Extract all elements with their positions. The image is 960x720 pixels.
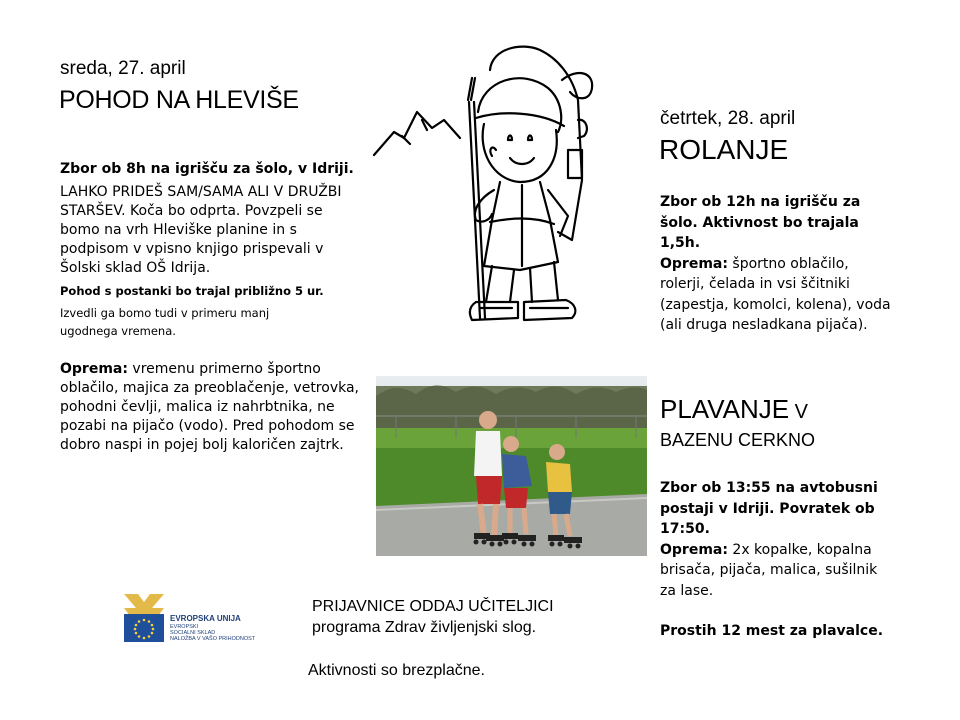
hike-equipment: [60, 360, 365, 455]
hike-duration: Pohod s postanki bo trajal približno 5 ur.: [60, 284, 324, 298]
eu-logo-line4: NALOŽBA V VAŠO PRIHODNOST: [170, 636, 256, 642]
swim-title-big: PLAVANJE: [660, 394, 790, 424]
rolling-title: ROLANJE: [659, 134, 789, 165]
hike-title: POHOD NA HLEVIŠE: [59, 86, 299, 114]
signup-note: [312, 596, 554, 638]
hike-weather: Izvedli ga bomo tudi v primeru manj ugodnega vremena.: [60, 306, 270, 338]
rolling-details: [660, 192, 895, 336]
signup-line2: programa Zdrav življenjski slog.: [312, 619, 537, 636]
rolling-equipment-label: Oprema:: [660, 255, 728, 272]
swim-equipment: [660, 540, 895, 602]
eu-logo-line3: SOCIALNI SKLAD: [170, 630, 216, 636]
signup-line1: PRIJAVNICE ODDAJ UČITELJICI: [312, 598, 554, 615]
eu-logo-mark-icon: [122, 592, 166, 644]
hike-details: [60, 160, 365, 455]
eu-logo-line1: EVROPSKA UNIJA: [170, 614, 241, 623]
eu-logo-line2: EVROPSKI: [170, 624, 199, 630]
hike-meeting: Zbor ob 8h na igrišču za šolo, v Idriji.: [60, 161, 354, 177]
hike-info: LAHKO PRIDEŠ SAM/SAMA ALI V DRUŽBI STARŠEV. Koča bo odprta. Povzpeli se bomo na vrh Hleviške planine in s podpisom v vpisno knjigo prispevali v Šolski sklad OŠ Idrija.: [60, 184, 342, 276]
hike-equipment-text: vremenu primerno športno oblačilo, majica za preoblačenje, vetrovka, pohodni čevlji, malica iz nahrbtnika, ne pozabi na pijačo (vodo). Pred pohodom se dobro naspi in pojej bolj kaloričen zajtrk.: [60, 361, 359, 453]
swim-subtitle: BAZENU CERKNO: [660, 430, 816, 450]
swim-meeting: Zbor ob 13:55 na avtobusni postaji v Idriji. Povratek ob 17:50.: [660, 480, 878, 537]
swim-equipment-label: Oprema:: [660, 541, 728, 558]
swim-places: Prostih 12 mest za plavalce.: [660, 623, 884, 639]
rolling-date: četrtek, 28. april: [660, 108, 796, 129]
free-activities: Aktivnosti so brezplačne.: [308, 662, 485, 679]
eu-logo: [122, 592, 272, 646]
hiker-illustration: [372, 40, 610, 335]
swim-equipment-text: 2x kopalke, kopalna brisača, pijača, malica, sušilnik za lase.: [660, 541, 878, 599]
swim-details: [660, 478, 895, 642]
rolling-meeting: Zbor ob 12h na igrišču za šolo. Aktivnost bo trajala 1,5h.: [660, 194, 861, 251]
rolling-equipment: [660, 254, 895, 336]
hike-date: sreda, 27. april: [60, 58, 186, 79]
skaters-photo: [376, 376, 647, 556]
rolling-equipment-text: športno oblačilo, rolerji, čelada in vsi ščitniki (zapestja, komolci, kolena), voda (ali druga nesladkana pijača).: [660, 255, 891, 333]
hike-equipment-label: Oprema:: [60, 361, 128, 377]
swim-title: [660, 394, 808, 425]
swim-title-small: V: [789, 401, 808, 423]
